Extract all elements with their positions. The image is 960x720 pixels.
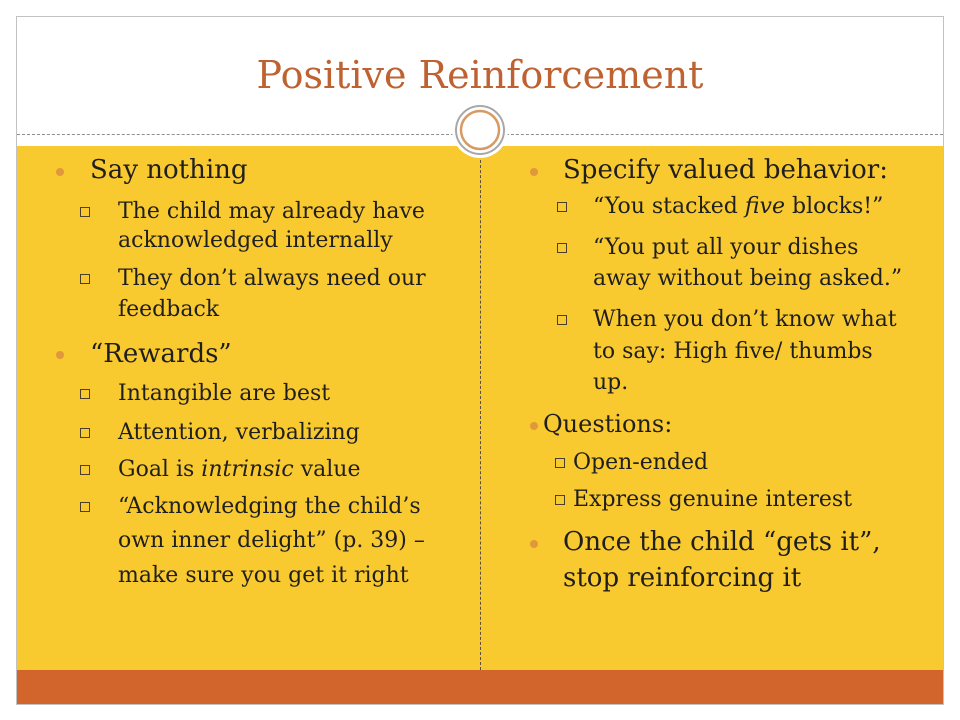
subbullet-text-line: Intangible are best xyxy=(118,381,331,406)
column-divider xyxy=(480,150,481,670)
square-bullet-icon xyxy=(80,389,90,399)
ring-ornament-icon xyxy=(448,98,512,162)
subbullet-text-line: Attention, verbalizing xyxy=(118,420,360,445)
square-bullet-icon xyxy=(557,243,567,253)
bullet-dot-icon xyxy=(530,168,538,176)
bullet-text: Questions: xyxy=(543,410,673,438)
subbullet-text-line: feedback xyxy=(118,297,220,322)
text-segment: value xyxy=(293,457,361,482)
slide-title: Positive Reinforcement xyxy=(256,53,704,97)
square-bullet-icon xyxy=(80,274,90,284)
subbullet-text-line: Express genuine interest xyxy=(573,487,853,512)
subbullet-text-line: Open-ended xyxy=(573,450,709,475)
subbullet-text-line: “You put all your dishes xyxy=(593,235,859,260)
square-bullet-icon xyxy=(80,207,90,217)
subbullet-text-line: own inner delight” (p. 39) – xyxy=(118,528,425,553)
square-bullet-icon xyxy=(80,502,90,512)
bullet-text: Specify valued behavior: xyxy=(563,155,888,185)
subbullet-text-line: to say: High five/ thumbs xyxy=(593,339,873,364)
subbullet-text-line: up. xyxy=(593,370,629,395)
text-segment: Goal is xyxy=(118,457,202,482)
square-bullet-icon xyxy=(557,315,567,325)
subbullet-text-line: away without being asked.” xyxy=(593,266,903,291)
emphasized-text: intrinsic xyxy=(201,457,294,482)
emphasized-text: five xyxy=(744,194,785,219)
text-segment: blocks!” xyxy=(785,194,884,219)
square-bullet-icon xyxy=(555,458,565,468)
bullet-dot-icon xyxy=(530,540,538,548)
bullet-text: Say nothing xyxy=(90,155,248,185)
bullet-dot-icon xyxy=(56,351,64,359)
subbullet-text-line xyxy=(593,192,883,222)
square-bullet-icon xyxy=(80,428,90,438)
square-bullet-icon xyxy=(80,465,90,475)
subbullet-text-line: acknowledged internally xyxy=(118,228,393,253)
bullet-text: Once the child “gets it”, xyxy=(563,527,881,557)
subbullet-text-line: They don’t always need our xyxy=(118,266,426,291)
subbullet-text-line: When you don’t know what xyxy=(593,307,897,332)
text-segment: “You stacked xyxy=(593,194,745,219)
bullet-text: stop reinforcing it xyxy=(563,563,802,593)
subbullet-text-line: The child may already have xyxy=(118,199,425,224)
subbullet-text-line: make sure you get it right xyxy=(118,563,409,588)
bullet-dot-icon xyxy=(56,168,64,176)
bullet-text: “Rewards” xyxy=(90,339,232,369)
square-bullet-icon xyxy=(557,202,567,212)
square-bullet-icon xyxy=(555,495,565,505)
subbullet-text-line xyxy=(118,455,360,485)
bullet-dot-icon xyxy=(530,422,538,430)
subbullet-text-line: “Acknowledging the child’s xyxy=(118,494,421,519)
footer-band xyxy=(17,670,943,704)
